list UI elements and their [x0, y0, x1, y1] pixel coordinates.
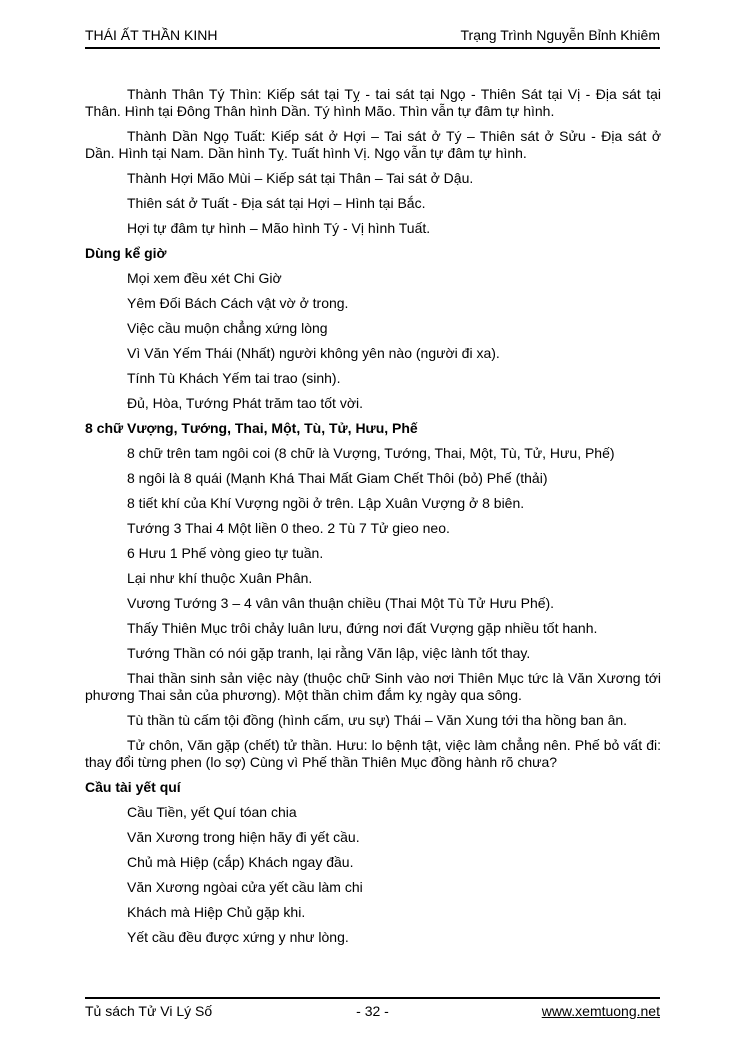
verse-line: Hợi tự đâm tự hình – Mão hình Tý - Vị hình Tuất.: [127, 220, 431, 236]
verse-line: Yêm Đối Bách Cách vật vờ ở trong.: [127, 295, 349, 311]
section-heading: 8 chữ Vượng, Tướng, Thai, Một, Tù, Tử, Hưu, Phế: [85, 420, 418, 436]
verse-line: Lại như khí thuộc Xuân Phân.: [127, 570, 313, 586]
page-footer: [85, 997, 660, 1019]
section-heading: Dùng kể giờ: [85, 245, 167, 261]
verse-line: Văn Xương ngòai cửa yết cầu làm chi: [127, 879, 363, 895]
page-number: - 32 -: [356, 1003, 389, 1019]
verse-line: Vì Văn Yếm Thái (Nhất) người không yên nào (người đi xa).: [127, 345, 500, 361]
paragraph: Tử chôn, Văn gặp (chết) tử thần. Hưu: lo bệnh tật, việc làm chẳng nên. Phế bỏ vất đi: thay đổi từng phen (lo sợ) Cùng vì Phế thần Thiên Mục đồng hành rõ chưa?: [85, 737, 661, 770]
footer-series-title: Tủ sách Tử Vi Lý Số: [85, 1003, 213, 1019]
verse-line: Khách mà Hiệp Chủ gặp khi.: [127, 904, 306, 920]
footer-website-link[interactable]: www.xemtuong.net: [541, 1003, 660, 1019]
verse-line: 8 chữ trên tam ngôi coi (8 chữ là Vượng, Tướng, Thai, Một, Tù, Tử, Hưu, Phế): [127, 445, 615, 461]
paragraph: Thành Thân Tý Thìn: Kiếp sát tại Tỵ - tai sát tại Ngọ - Thiên Sát tại Vị - Địa sát tại Thân. Hình tại Đông Thân hình Dần. Tý hình Mão. Thìn vẫn tự đâm tự hình.: [85, 86, 661, 119]
verse-line: Tướng Thần có nói gặp tranh, lại rằng Văn lập, việc lành tốt thay.: [127, 645, 531, 661]
verse-line: Tướng 3 Thai 4 Một liền 0 theo. 2 Tù 7 Tử gieo neo.: [127, 520, 450, 536]
verse-line: Yết cầu đều được xứng y như lòng.: [127, 929, 349, 945]
verse-line: 6 Hưu 1 Phế vòng gieo tự tuần.: [127, 545, 324, 561]
document-title: THÁI ẤT THẦN KINH: [85, 27, 218, 43]
page-body: [85, 86, 661, 954]
verse-line: Đủ, Hòa, Tướng Phát trăm tao tốt vời.: [127, 395, 364, 411]
paragraph: Thành Dần Ngọ Tuất: Kiếp sát ở Hợi – Tai sát ở Tý – Thiên sát ở Sửu - Địa sát ở Dần. Hình tại Nam. Dần hình Tỵ. Tuất hình Vị. Ngọ vẫn tự đâm tự hình.: [85, 128, 661, 161]
verse-line: 8 tiết khí của Khí Vượng ngồi ở trên. Lập Xuân Vượng ở 8 biên.: [127, 495, 525, 511]
verse-line: Tính Tù Khách Yếm tai trao (sinh).: [127, 370, 341, 386]
paragraph: Thai thần sinh sản việc này (thuộc chữ Sinh vào nơi Thiên Mục tức là Văn Xương tới phương Thai sản của phương). Một thần chìm đắm kỵ ngày qua sông.: [85, 670, 661, 703]
verse-line: Mọi xem đều xét Chi Giờ: [127, 270, 282, 286]
section-heading: Cầu tài yết quí: [85, 779, 181, 795]
verse-line: Văn Xương trong hiện hãy đi yết cầu.: [127, 829, 360, 845]
verse-line: Thấy Thiên Mục trôi chảy luân lưu, đứng nơi đất Vượng gặp nhiều tốt hanh.: [127, 620, 598, 636]
verse-line: Việc cầu muộn chẳng xứng lòng: [127, 320, 328, 336]
paragraph: Tù thần tù cấm tội đồng (hình cấm, ưu sự) Thái – Văn Xung tới tha hồng ban ân.: [127, 712, 628, 728]
page-header: [85, 27, 660, 49]
verse-line: Cầu Tiền, yết Quí tóan chia: [127, 804, 297, 820]
author-name: Trạng Trình Nguyễn Bỉnh Khiêm: [460, 27, 660, 43]
verse-line: 8 ngôi là 8 quái (Mạnh Khá Thai Mất Giam Chết Thôi (bỏ) Phế (thải): [127, 470, 548, 486]
verse-line: Thành Hợi Mão Mùi – Kiếp sát tại Thân – Tai sát ở Dậu.: [127, 170, 474, 186]
verse-line: Chủ mà Hiệp (cắp) Khách ngay đầu.: [127, 854, 354, 870]
verse-line: Vương Tướng 3 – 4 vân vân thuận chiều (Thai Một Tù Tử Hưu Phế).: [127, 595, 555, 611]
verse-line: Thiên sát ở Tuất - Địa sát tại Hợi – Hình tại Bắc.: [127, 195, 426, 211]
